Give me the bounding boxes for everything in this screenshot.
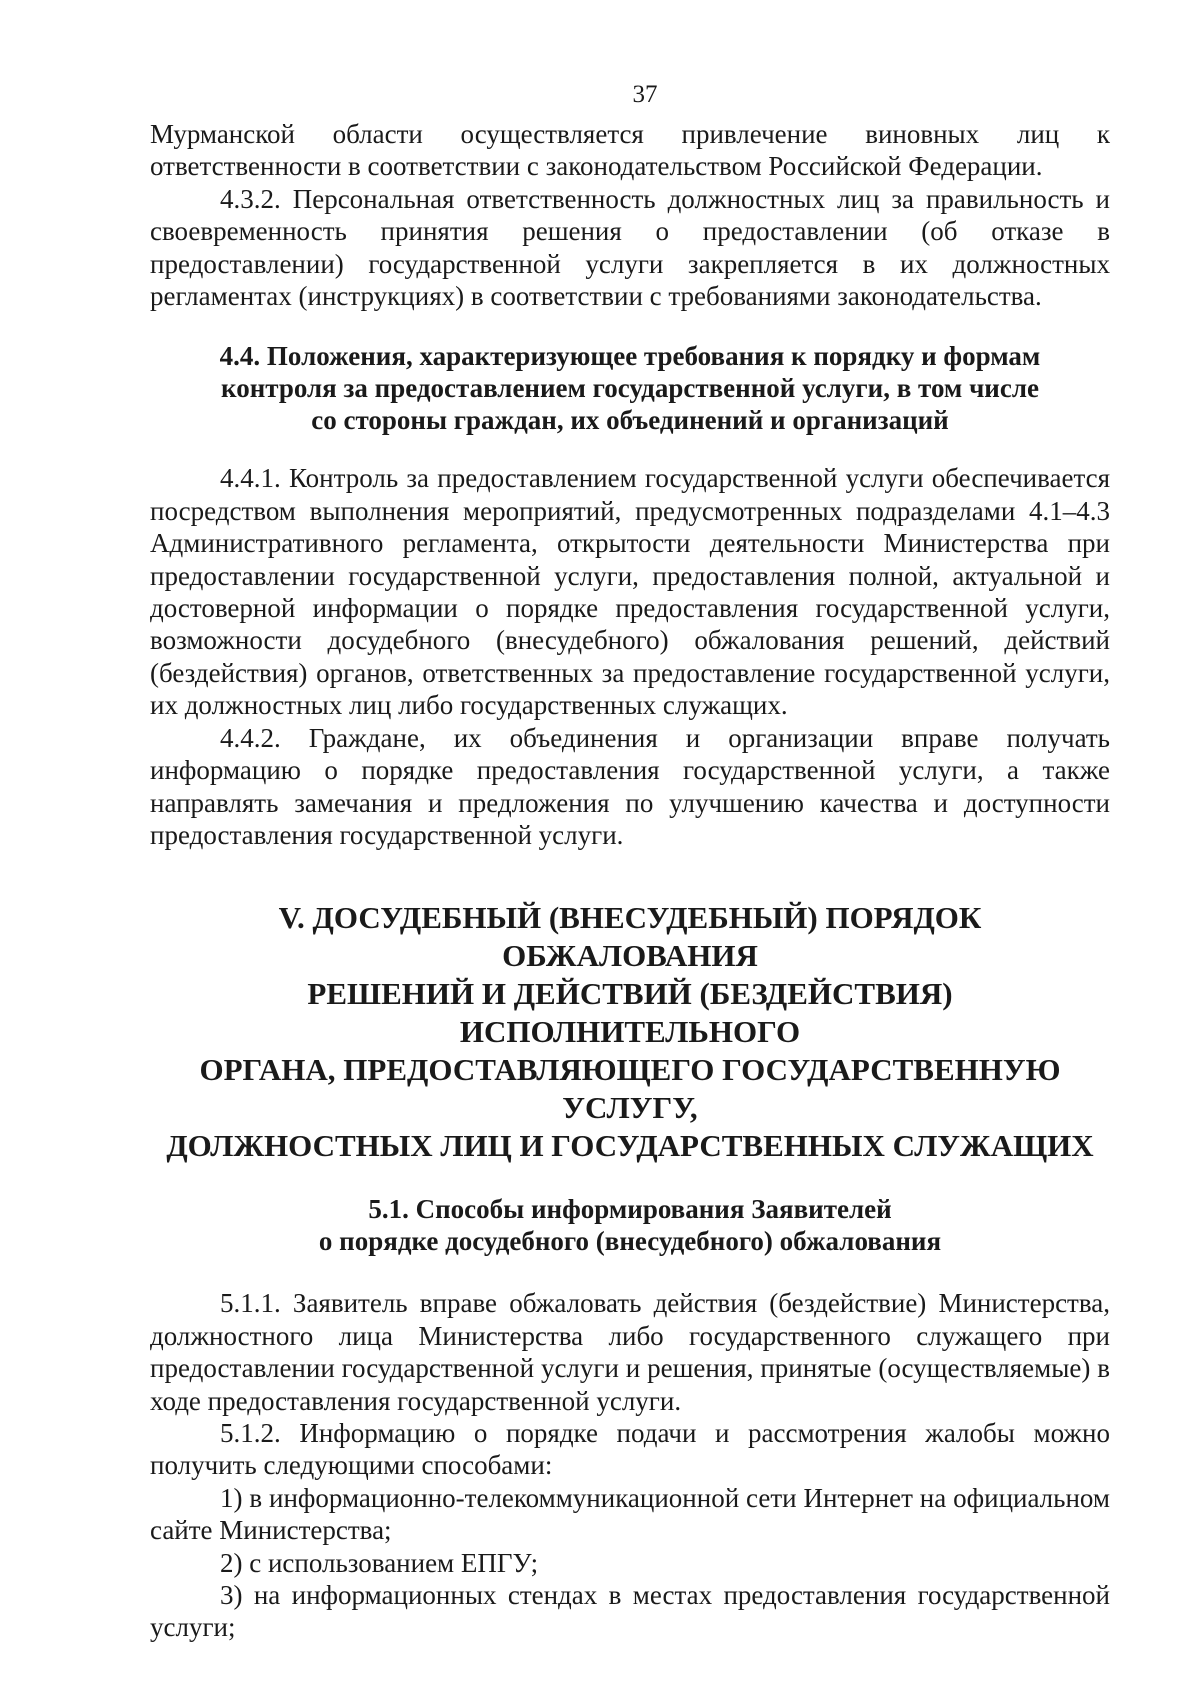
chapter-5-heading-line-2: РЕШЕНИЙ И ДЕЙСТВИЙ (БЕЗДЕЙСТВИЯ) ИСПОЛНИТЕЛЬНОГО bbox=[307, 976, 953, 1050]
section-5-1-heading-line-1: 5.1. Способы информирования Заявителей bbox=[368, 1194, 892, 1225]
list-item-3: 3) на информационных стендах в местах предоставления государственной услуги; bbox=[150, 1579, 1110, 1643]
section-4-4-heading-line-3: со стороны граждан, их объединений и организаций bbox=[311, 405, 949, 436]
paragraph-continuation: Мурманской области осуществляется привлечение виновных лиц к ответственности в соответствии с законодательством Российской Федерации. bbox=[150, 119, 1110, 182]
section-4-4-heading-line-1: 4.4. Положения, характеризующее требования к порядку и формам bbox=[219, 341, 1041, 372]
paragraph-5-1-1: 5.1.1. Заявитель вправе обжаловать действия (бездействие) Министерства, должностного лица Министерства либо государственного служащего при предоставлении государственной услуги и решения, принятые (осуществляемые) в ходе предоставления государственной услуги. bbox=[150, 1288, 1110, 1416]
chapter-5-heading bbox=[150, 899, 1110, 1165]
section-4-4-heading-line-2: контроля за предоставлением государственной услуги, в том числе bbox=[221, 373, 1039, 404]
paragraph-5-1-2: 5.1.2. Информацию о порядке подачи и рассмотрения жалобы можно получить следующими способами: bbox=[150, 1417, 1110, 1481]
section-4-4-heading bbox=[150, 340, 1110, 436]
paragraph-4-3-2: 4.3.2. Персональная ответственность должностных лиц за правильность и своевременность принятия решения о предоставлении (об отказе в предоставлении) государственной услуги закрепляется в их должностных регламентах (инструкциях) в соответствии с требованиями законодательства. bbox=[150, 183, 1110, 312]
page-number: 37 bbox=[632, 81, 658, 108]
list-item-2: 2) с использованием ЕПГУ; bbox=[220, 1547, 539, 1578]
document-page bbox=[150, 80, 1110, 1644]
chapter-5-heading-line-4: ДОЛЖНОСТНЫХ ЛИЦ И ГОСУДАРСТВЕННЫХ СЛУЖАЩИХ bbox=[166, 1128, 1094, 1164]
chapter-5-heading-line-1: V. ДОСУДЕБНЫЙ (ВНЕСУДЕБНЫЙ) ПОРЯДОК ОБЖАЛОВАНИЯ bbox=[278, 900, 982, 974]
section-5-1-heading bbox=[150, 1193, 1110, 1257]
list-item-1: 1) в информационно-телекоммуникационной сети Интернет на официальном сайте Министерства; bbox=[150, 1482, 1110, 1546]
chapter-5-heading-line-3: ОРГАНА, ПРЕДОСТАВЛЯЮЩЕГО ГОСУДАРСТВЕННУЮ УСЛУГУ, bbox=[199, 1052, 1061, 1126]
section-5-1-heading-line-2: о порядке досудебного (внесудебного) обжалования bbox=[318, 1226, 942, 1257]
paragraph-4-4-1: 4.4.1. Контроль за предоставлением государственной услуги обеспечивается посредством выполнения мероприятий, предусмотренных подразделами 4.1–4.3 Административного регламента, открытости деятельности Министерства при предоставлении государственной услуги, предоставления полной, актуальной и достоверной информации о порядке предоставления государственной услуги, возможности досудебного (внесудебного) обжалования решений, действий (бездействия) органов, ответственных за предоставление государственной услуги, их должностных лиц либо государственных служащих. bbox=[150, 463, 1110, 721]
paragraph-4-4-2: 4.4.2. Граждане, их объединения и организации вправе получать информацию о порядке предоставления государственной услуги, а также направлять замечания и предложения по улучшению качества и доступности предоставления государственной услуги. bbox=[150, 722, 1110, 850]
